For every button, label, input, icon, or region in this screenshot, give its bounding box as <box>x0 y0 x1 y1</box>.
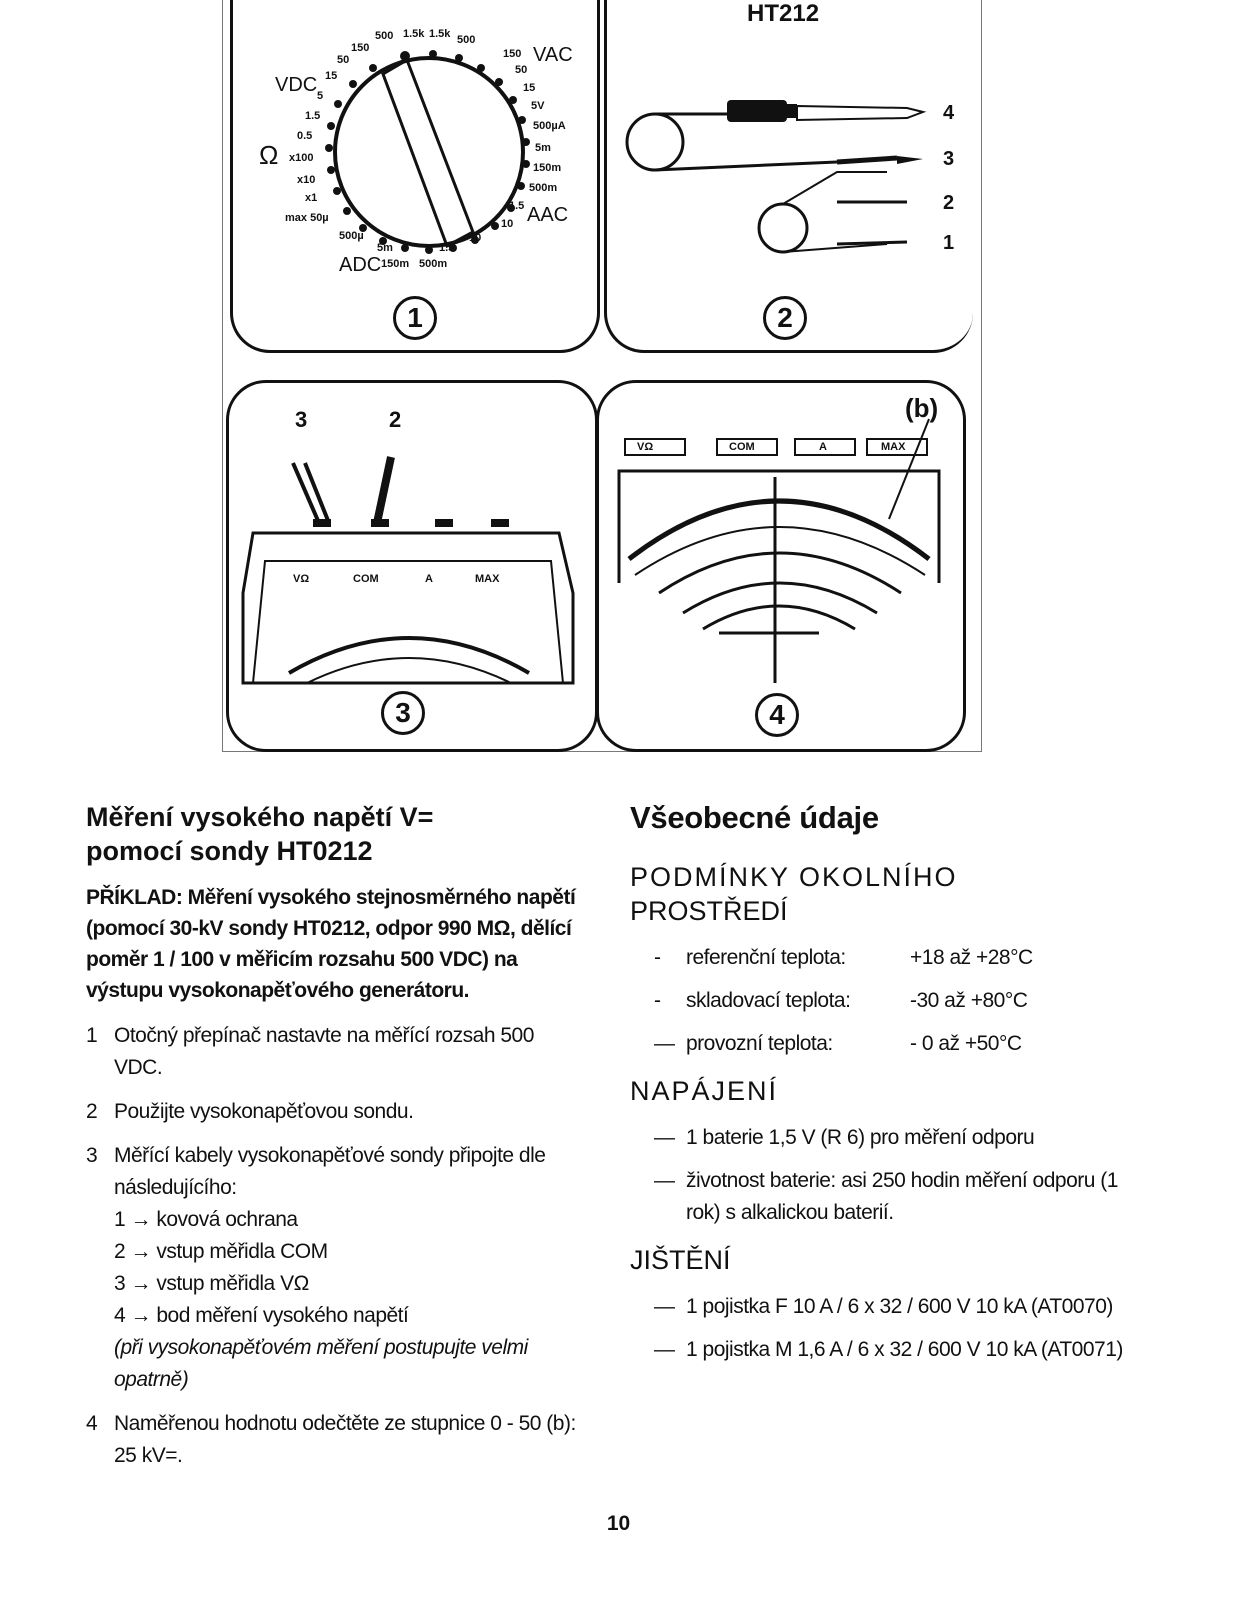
range-x1-label: x1 <box>305 192 318 204</box>
step-text: Měřící kabely vysokonapěťové sondy připojte dle následujícího: <box>114 1144 546 1199</box>
range-0-5-label: 0.5 <box>297 130 313 142</box>
right-column <box>630 800 1150 1377</box>
step-number: 2 <box>86 1100 98 1123</box>
panel-number-1: 1 <box>393 296 437 340</box>
general-data-title: Všeobecné údaje <box>630 800 879 835</box>
page-number: 10 <box>606 1512 631 1535</box>
range-50-label: 50 <box>337 54 350 66</box>
range-d150m-label: 150m <box>381 258 410 270</box>
connection-item: 3 → vstup měřidla VΩ <box>114 1272 309 1295</box>
panel-rotary-switch <box>230 0 600 353</box>
list-item <box>630 1122 1150 1154</box>
list-marker: — <box>654 1295 675 1318</box>
scale-socket-a-label: A <box>819 441 827 453</box>
caution-note: (při vysokonapěťovém měření postupujte velmi opatrně) <box>114 1336 528 1391</box>
range-500ua-label: 500µA <box>533 120 566 132</box>
step-text: Naměřenou hodnotu odečtěte ze stupnice 0 - 50 (b): 25 kV=. <box>114 1412 576 1467</box>
connection-item: 4 → bod měření vysokého napětí <box>114 1304 409 1327</box>
left-column <box>86 800 586 1484</box>
environment-heading <box>630 860 1150 928</box>
power-heading: NAPÁJENÍ <box>630 1076 779 1106</box>
range-1-5k-b-label: 1.5k <box>429 28 451 40</box>
list-item <box>630 1291 1150 1323</box>
list-item <box>86 1096 586 1128</box>
fuse-heading: JIŠTĚNÍ <box>630 1245 731 1275</box>
range-50b-label: 50 <box>515 64 528 76</box>
row-text: životnost baterie: asi 250 hodin měření odporu (1 rok) s alkalickou baterií. <box>686 1169 1118 1224</box>
section-heading <box>86 800 586 868</box>
range-1-5-label: 1.5 <box>305 110 321 122</box>
panel-number-4: 4 <box>755 693 799 737</box>
probe-2-label: 2 <box>389 407 402 432</box>
range-500b-label: 500 <box>457 34 476 46</box>
fuse-list <box>630 1291 1150 1366</box>
row-value: - 0 až +50°C <box>910 1032 1022 1055</box>
list-marker: - <box>654 946 661 969</box>
lead-3-label: 3 <box>943 148 955 170</box>
example-paragraph: PŘÍKLAD: Měření vysokého stejnosměrného napětí (pomocí 30-kV sondy HT0212, odpor 990 MΩ, dělící poměr 1 / 100 v měřicím rozsahu 500 VDC) na výstupu vysokonapěťového generátoru. <box>86 886 576 1002</box>
socket-a-label: A <box>425 573 433 585</box>
heading-line-2: pomocí sondy HT0212 <box>86 836 373 866</box>
callout-b-label: (b) <box>905 393 939 423</box>
lead-2-label: 2 <box>943 192 955 214</box>
panel-number-3: 3 <box>381 691 425 735</box>
adc-label: ADC <box>339 254 382 276</box>
list-item <box>630 985 1150 1017</box>
range-d500m-label: 500m <box>419 258 448 270</box>
panel-meter-scale <box>596 380 966 752</box>
row-value: -30 až +80°C <box>910 989 1028 1012</box>
lead-4-label: 4 <box>943 102 955 124</box>
list-item <box>86 1020 586 1084</box>
socket-max-label: MAX <box>475 573 500 585</box>
range-d5m-label: 5m <box>377 242 393 254</box>
environment-list <box>630 942 1150 1060</box>
procedure-list <box>86 1020 586 1472</box>
range-x10-label: x10 <box>297 174 316 186</box>
socket-vohm-label: VΩ <box>293 573 310 585</box>
environment-heading-line-1: PODMÍNKY OKOLNÍHO <box>630 862 958 892</box>
connection-item: 1 → kovová ochrana <box>114 1208 298 1231</box>
range-d500u-label: 500µ <box>339 230 364 242</box>
heading-line-1: Měření vysokého napětí V= <box>86 802 434 832</box>
power-list <box>630 1122 1150 1229</box>
environment-heading-line-2: PROSTŘEDÍ <box>630 896 788 926</box>
row-label: referenční teplota: <box>686 946 846 969</box>
figure-group <box>222 0 982 752</box>
row-text: 1 pojistka F 10 A / 6 x 32 / 600 V 10 kA (AT0070) <box>686 1295 1113 1318</box>
list-item <box>86 1140 586 1396</box>
connection-item: 2 → vstup měřidla COM <box>114 1240 328 1263</box>
list-item <box>630 1334 1150 1366</box>
range-15-label: 15 <box>325 70 338 82</box>
vac-label: VAC <box>533 44 573 66</box>
row-label: provozní teplota: <box>686 1032 833 1055</box>
scale-socket-vohm-label: VΩ <box>637 441 654 453</box>
scale-socket-max-label: MAX <box>881 441 906 453</box>
row-text: 1 baterie 1,5 V (R 6) pro měření odporu <box>686 1126 1035 1149</box>
range-500m-label: 500m <box>529 182 558 194</box>
list-marker: — <box>654 1032 675 1055</box>
row-label: skladovací teplota: <box>686 989 851 1012</box>
range-150m-label: 150m <box>533 162 562 174</box>
panel-probe-leads <box>604 0 973 353</box>
probe-3-label: 3 <box>295 407 308 432</box>
range-150b-label: 150 <box>503 48 522 60</box>
socket-com-label: COM <box>353 573 379 585</box>
list-item <box>630 1165 1150 1229</box>
row-value: +18 až +28°C <box>910 946 1033 969</box>
aac-label: AAC <box>527 204 569 226</box>
range-150-label: 150 <box>351 42 370 54</box>
probe-model-title: HT212 <box>747 0 820 27</box>
range-a1-5-label: 1.5 <box>509 200 525 212</box>
lead-1-label: 1 <box>943 232 955 254</box>
range-1-5k-label: 1.5k <box>403 28 425 40</box>
range-5m-label: 5m <box>535 142 551 154</box>
list-item <box>630 1028 1150 1060</box>
list-item <box>86 1408 586 1472</box>
ohm-label: Ω <box>259 140 279 170</box>
range-5-label: 5 <box>317 90 324 102</box>
scale-socket-com-label: COM <box>729 441 755 453</box>
panel-meter-connection <box>226 380 598 752</box>
step-text: Použijte vysokonapěťovou sondu. <box>114 1100 414 1123</box>
range-d1-5-label: 1.5 <box>439 242 455 254</box>
range-5v-label: 5V <box>531 100 545 112</box>
step-number: 4 <box>86 1412 98 1435</box>
range-max-label: max 50µ <box>285 212 329 224</box>
list-marker: — <box>654 1126 675 1149</box>
panel-number-2: 2 <box>763 296 807 340</box>
step-number: 3 <box>86 1144 98 1167</box>
list-marker: — <box>654 1338 675 1361</box>
list-marker: — <box>654 1169 675 1192</box>
range-x100-label: x100 <box>289 152 314 164</box>
step-number: 1 <box>86 1024 98 1047</box>
range-a10-label: 10 <box>501 218 514 230</box>
list-marker: - <box>654 989 661 1012</box>
list-item <box>630 942 1150 974</box>
range-500-label: 500 <box>375 30 394 42</box>
vdc-label: VDC <box>275 74 318 96</box>
step-text: Otočný přepínač nastavte na měřící rozsah 500 VDC. <box>114 1024 534 1079</box>
range-15b-label: 15 <box>523 82 536 94</box>
row-text: 1 pojistka M 1,6 A / 6 x 32 / 600 V 10 kA (AT0071) <box>686 1338 1123 1361</box>
range-d10-label: 10 <box>469 232 482 244</box>
